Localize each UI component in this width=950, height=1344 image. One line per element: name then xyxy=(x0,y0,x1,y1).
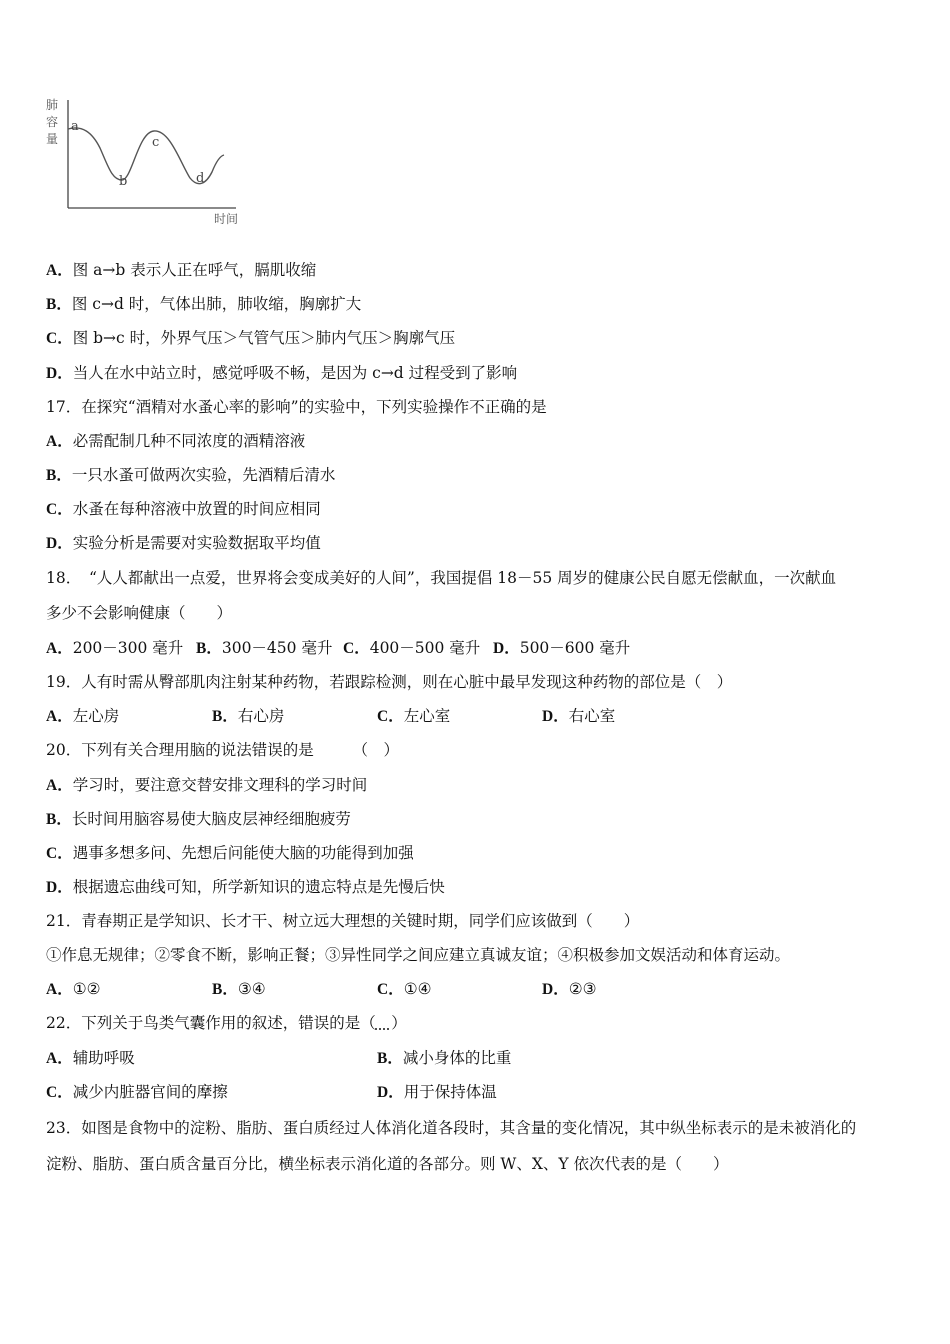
q21-option-d xyxy=(542,979,597,1000)
q21-option-a-label: A． xyxy=(46,981,73,998)
q17-option-a-text: 必需配制几种不同浓度的酒精溶液 xyxy=(72,432,306,450)
q21-option-c xyxy=(377,979,432,1000)
q19-option-c-text: 左心室 xyxy=(403,707,451,725)
q21-options xyxy=(46,979,906,999)
q22-options-row1 xyxy=(46,1048,906,1068)
q18-stem-line2: 多少不会影响健康（ ） xyxy=(46,604,233,622)
q18-option-d-label: D． xyxy=(493,640,520,657)
q21-stem: 21．青春期正是学知识、长才干、树立远大理想的关键时期，同学们应该做到（ ） xyxy=(46,912,640,930)
q18-option-d-text: 500－600 毫升 xyxy=(519,639,631,657)
q22-option-c xyxy=(46,1082,228,1103)
q22-option-a xyxy=(46,1048,135,1069)
q19-option-d-label: D． xyxy=(542,708,569,725)
q17-option-d-text: 实验分析是需要对实验数据取平均值 xyxy=(72,534,321,552)
q20-option-b xyxy=(46,809,351,830)
q22-option-c-label: C． xyxy=(46,1084,73,1101)
q18-option-b-text: 300－450 毫升 xyxy=(221,639,333,657)
q20-option-a xyxy=(46,775,367,796)
q18-option-b-label: B． xyxy=(196,640,222,657)
x-axis-label: 时间 xyxy=(214,212,239,226)
q22-option-b-text: 减小身体的比重 xyxy=(402,1049,512,1067)
q20-option-a-text: 学习时，要注意交替安排文理科的学习时间 xyxy=(72,776,368,794)
q16-option-b xyxy=(46,294,361,315)
q21-items: ①作息无规律；②零食不断，影响正餐；③异性同学之间应建立真诚友谊；④积极参加文娱活动和体育运动。 xyxy=(46,946,791,964)
q18-options xyxy=(46,638,906,658)
q23-stem-line1: 23．如图是食物中的淀粉、脂肪、蛋白质经过人体消化道各段时，其含量的变化情况，其中纵坐标表示的是未被消化的 xyxy=(46,1119,857,1137)
q18-option-b xyxy=(196,638,332,659)
q19-option-b-text: 右心房 xyxy=(237,707,285,725)
point-d: d xyxy=(196,171,205,186)
q19-options xyxy=(46,706,906,726)
q20-option-d xyxy=(46,877,445,898)
q20-option-d-text: 根据遗忘曲线可知，所学新知识的遗忘特点是先慢后快 xyxy=(72,878,445,896)
q17-option-d xyxy=(46,533,321,554)
q19-option-d xyxy=(542,706,615,727)
point-c: c xyxy=(152,135,160,150)
q18-option-c-label: C． xyxy=(343,640,370,657)
q17-stem: 17．在探究“酒精对水蚤心率的影响”的实验中，下列实验操作不正确的是 xyxy=(46,398,547,416)
q22-option-d-text: 用于保持体温 xyxy=(403,1083,497,1101)
q21-option-c-text: ①④ xyxy=(403,980,432,998)
point-a: a xyxy=(71,119,79,134)
y-axis-label-3: 量 xyxy=(46,132,59,146)
q17-option-c-text: 水蚤在每种溶液中放置的时间应相同 xyxy=(72,500,321,518)
q23-stem-line2: 淀粉、脂肪、蛋白质含量百分比，横坐标表示消化道的各部分。则 W、X、Y 依次代表的是（ ） xyxy=(46,1155,729,1173)
q16-option-c-label: C． xyxy=(46,330,73,347)
q22-stem xyxy=(46,1013,407,1033)
q19-option-a-text: 左心房 xyxy=(72,707,120,725)
q22-stem-blank xyxy=(376,1014,392,1032)
q22-option-d-label: D． xyxy=(377,1084,404,1101)
q20-option-c-text: 遇事多想多问、先想后问能使大脑的功能得到加强 xyxy=(72,844,414,862)
y-axis-label-1: 肺 xyxy=(46,98,59,112)
q22-stem-suffix: ） xyxy=(391,1014,407,1032)
q16-option-d-text: 当人在水中站立时，感觉呼吸不畅，是因为 c→d 过程受到了影响 xyxy=(72,364,518,382)
q16-option-a xyxy=(46,260,316,281)
q21-option-a xyxy=(46,979,101,1000)
q19-option-a xyxy=(46,706,119,727)
q17-option-a xyxy=(46,431,305,452)
q17-option-b-text: 一只水蚤可做两次实验，先酒精后清水 xyxy=(71,466,336,484)
q18-option-c xyxy=(343,638,480,659)
q18-option-a-text: 200－300 毫升 xyxy=(72,639,184,657)
q16-option-a-text: 图 a→b 表示人正在呼气，膈肌收缩 xyxy=(72,261,317,279)
q21-option-d-text: ②③ xyxy=(568,980,597,998)
q17-option-b xyxy=(46,465,335,486)
q17-option-a-label: A． xyxy=(46,433,73,450)
q18-option-d xyxy=(493,638,630,659)
q19-option-a-label: A． xyxy=(46,708,73,725)
q18-stem-line1: 18． “人人都献出一点爱，世界将会变成美好的人间”，我国提倡 18－55 周岁的健康公民自愿无偿献血，一次献血 xyxy=(46,569,837,587)
q20-stem: 20．下列有关合理用脑的说法错误的是 （ ） xyxy=(46,741,399,759)
q22-options-row2 xyxy=(46,1082,906,1102)
q18-option-a-label: A． xyxy=(46,640,73,657)
q21-option-b-label: B． xyxy=(212,981,238,998)
q21-option-b xyxy=(212,979,266,1000)
point-b: b xyxy=(119,174,128,189)
y-axis-label-2: 容 xyxy=(46,115,59,129)
q16-option-a-label: A． xyxy=(46,262,73,279)
q20-option-c-label: C． xyxy=(46,845,73,862)
q22-option-d xyxy=(377,1082,497,1103)
q17-option-d-label: D． xyxy=(46,535,73,552)
q16-option-c xyxy=(46,328,455,349)
q18-option-a xyxy=(46,638,183,659)
q20-option-b-text: 长时间用脑容易使大脑皮层神经细胞疲劳 xyxy=(71,810,351,828)
q20-option-d-label: D． xyxy=(46,879,73,896)
q16-option-d xyxy=(46,363,517,384)
q21-option-c-label: C． xyxy=(377,981,404,998)
q17-option-c xyxy=(46,499,321,520)
q20-option-c xyxy=(46,843,414,864)
q17-option-c-label: C． xyxy=(46,501,73,518)
q22-stem-prefix: 22．下列关于鸟类气囊作用的叙述，错误的是（ xyxy=(46,1014,376,1032)
q20-option-a-label: A． xyxy=(46,777,73,794)
q19-option-b xyxy=(212,706,284,727)
q16-option-d-label: D． xyxy=(46,365,73,382)
q19-option-c-label: C． xyxy=(377,708,404,725)
q19-stem: 19．人有时需从臀部肌肉注射某种药物，若跟踪检测，则在心脏中最早发现这种药物的部位是（ ） xyxy=(46,673,733,691)
q16-option-c-text: 图 b→c 时，外界气压＞气管气压＞肺内气压＞胸廓气压 xyxy=(72,329,456,347)
q19-option-b-label: B． xyxy=(212,708,238,725)
q21-option-d-label: D． xyxy=(542,981,569,998)
q20-option-b-label: B． xyxy=(46,811,72,828)
q16-option-b-label: B． xyxy=(46,296,72,313)
q22-option-b-label: B． xyxy=(377,1050,403,1067)
lung-capacity-graph xyxy=(40,92,250,230)
q18-option-c-text: 400－500 毫升 xyxy=(369,639,481,657)
q22-option-c-text: 减少内脏器官间的摩擦 xyxy=(72,1083,228,1101)
q19-option-c xyxy=(377,706,450,727)
q22-option-a-text: 辅助呼吸 xyxy=(72,1049,135,1067)
q16-option-b-text: 图 c→d 时，气体出肺，肺收缩，胸廓扩大 xyxy=(71,295,362,313)
q17-option-b-label: B． xyxy=(46,467,72,484)
q21-option-b-text: ③④ xyxy=(237,980,266,998)
q21-option-a-text: ①② xyxy=(72,980,101,998)
q22-option-a-label: A． xyxy=(46,1050,73,1067)
q22-option-b xyxy=(377,1048,511,1069)
q19-option-d-text: 右心室 xyxy=(568,707,616,725)
